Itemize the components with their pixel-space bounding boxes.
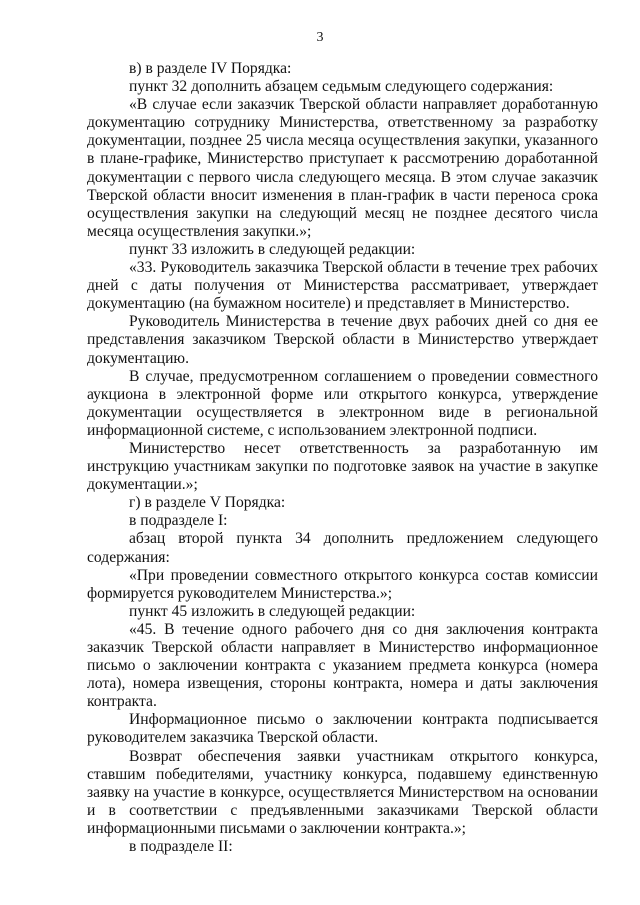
paragraph-point-32-text: «В случае если заказчик Тверской области направляет доработанную документацию сотруднику Министерства, ответственному за разработку документации, позднее 25 числа месяца осуществления закупки, указанного в плане-графике, Министерство приступает к рассмотрению доработанной документации с первого числа следующего месяца. В этом случае заказчик Тверской области вносит изменения в план-график в части переноса срока осуществления закупки на следующий месяц не позднее десятого числа месяца осуществления закупки.»; bbox=[87, 96, 598, 240]
paragraph-point-33-text: «33. Руководитель заказчика Тверской области в течение трех рабочих дней с даты получения от Министерства рассматривает, утверждает документацию (на бумажном носителе) и представляет в Министерство. bbox=[87, 259, 598, 313]
paragraph-point-34: абзац второй пункта 34 дополнить предложением следующего содержания: bbox=[87, 530, 598, 566]
paragraph-point-32: пункт 32 дополнить абзацем седьмым следующего содержания: bbox=[129, 78, 554, 96]
paragraph-point-45-text: «45. В течение одного рабочего дня со дня заключения контракта заказчик Тверской области направляет в Министерство информационное письмо о заключении контракта с указанием предмета конкурса (номера лота), номера извещения, стороны контракта, номера и даты заключения контракта. bbox=[87, 620, 598, 711]
paragraph-section-iv: в) в разделе IV Порядка: bbox=[129, 60, 292, 77]
paragraph-subsection-i: в подразделе I: bbox=[129, 512, 228, 530]
paragraph-ministry-responsibility: Министерство несет ответственность за разработанную им инструкцию участникам закупки по подготовке заявок на участие в закупке документации.»; bbox=[87, 439, 598, 494]
page-number: 3 bbox=[316, 30, 324, 45]
paragraph-ministry-head: Руководитель Министерства в течение двух рабочих дней со дня ее представления заказчиком Тверской области в Министерство утверждает документацию. bbox=[87, 313, 598, 367]
paragraph-point-45: пункт 45 изложить в следующей редакции: bbox=[129, 602, 416, 620]
paragraph-commission: «При проведении совместного открытого конкурса состав комиссии формируется руководителем Министерства.»; bbox=[87, 566, 598, 602]
paragraph-security-return: Возврат обеспечения заявки участникам открытого конкурса, ставшим победителями, участнику конкурса, подавшему единственную заявку на участие в конкурсе, осуществляется Министерством на основании и в соответствии с предъявленными заказчиками Тверской области информационными письмами о заключении контракта.»; bbox=[87, 747, 598, 837]
document-body bbox=[87, 60, 598, 856]
paragraph-section-v: г) в разделе V Порядка: bbox=[129, 494, 286, 512]
paragraph-point-33: пункт 33 изложить в следующей редакции: bbox=[129, 240, 416, 258]
paragraph-info-letter: Информационное письмо о заключении контракта подписывается руководителем заказчика Тверской области. bbox=[87, 711, 598, 747]
paragraph-subsection-ii: в подразделе II: bbox=[129, 838, 233, 856]
paragraph-joint-auction: В случае, предусмотренном соглашением о проведении совместного аукциона в электронной форме или открытого конкурса, утверждение документации осуществляется в электронном виде в региональной информационной системе, с использованием электронной подписи. bbox=[87, 367, 598, 439]
